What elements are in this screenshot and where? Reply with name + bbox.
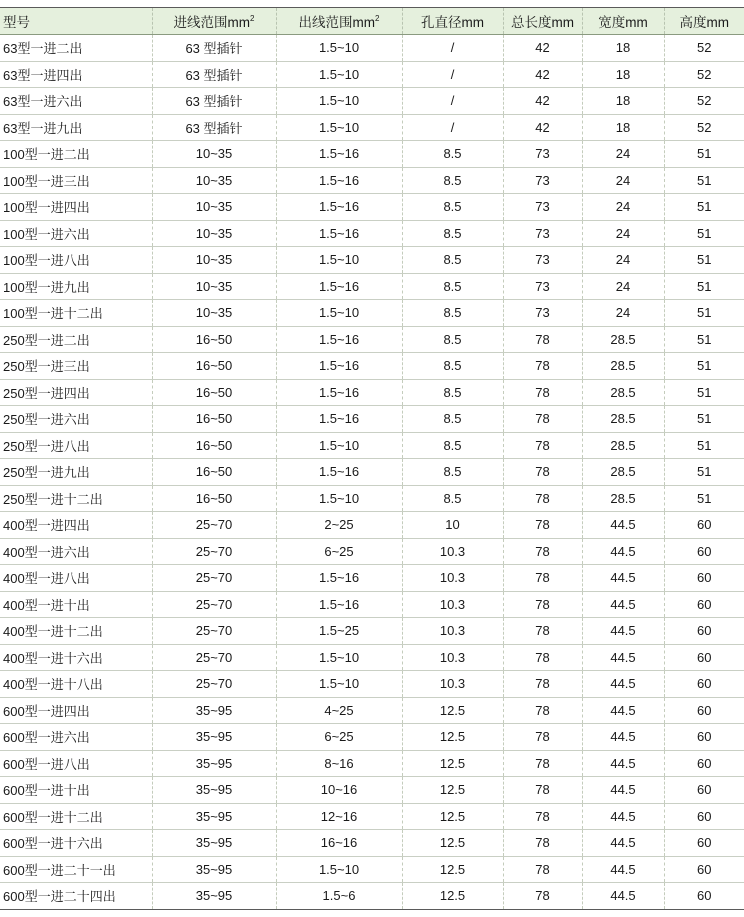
- cell-height: 60: [664, 856, 744, 883]
- cell-total-length: 73: [503, 273, 582, 300]
- cell-output-range: 1.5~10: [276, 644, 402, 671]
- cell-hole-diameter: 8.5: [402, 167, 503, 194]
- cell-total-length: 78: [503, 459, 582, 486]
- cell-model: 100型一进六出: [0, 220, 152, 247]
- cell-input-range: 63 型插针: [152, 88, 276, 115]
- cell-output-range: 6~25: [276, 724, 402, 751]
- cell-output-range: 1.5~10: [276, 35, 402, 62]
- table-row: [0, 432, 744, 459]
- table-row: [0, 300, 744, 327]
- table-row: [0, 697, 744, 724]
- cell-input-range: 10~35: [152, 141, 276, 168]
- cell-height: 51: [664, 326, 744, 353]
- header-label: 高度mm: [679, 15, 729, 30]
- cell-width: 44.5: [582, 883, 664, 910]
- cell-height: 60: [664, 750, 744, 777]
- table-row: [0, 326, 744, 353]
- cell-height: 52: [664, 61, 744, 88]
- cell-input-range: 25~70: [152, 512, 276, 539]
- cell-input-range: 35~95: [152, 830, 276, 857]
- table-row: [0, 247, 744, 274]
- header-hole-diameter: [402, 8, 503, 35]
- cell-hole-diameter: 10.3: [402, 644, 503, 671]
- cell-total-length: 78: [503, 724, 582, 751]
- cell-model: 400型一进十六出: [0, 644, 152, 671]
- cell-hole-diameter: 12.5: [402, 803, 503, 830]
- cell-hole-diameter: 10.3: [402, 538, 503, 565]
- cell-output-range: 1.5~16: [276, 591, 402, 618]
- cell-output-range: 1.5~16: [276, 273, 402, 300]
- cell-height: 60: [664, 644, 744, 671]
- cell-hole-diameter: 12.5: [402, 697, 503, 724]
- cell-model: 400型一进六出: [0, 538, 152, 565]
- cell-total-length: 42: [503, 35, 582, 62]
- table-row: [0, 353, 744, 380]
- table-row: [0, 856, 744, 883]
- cell-height: 51: [664, 353, 744, 380]
- cell-hole-diameter: 12.5: [402, 830, 503, 857]
- cell-hole-diameter: 8.5: [402, 273, 503, 300]
- cell-total-length: 78: [503, 565, 582, 592]
- cell-hole-diameter: 10.3: [402, 671, 503, 698]
- cell-total-length: 78: [503, 883, 582, 910]
- cell-total-length: 73: [503, 167, 582, 194]
- cell-width: 44.5: [582, 591, 664, 618]
- cell-output-range: 10~16: [276, 777, 402, 804]
- cell-height: 51: [664, 194, 744, 221]
- cell-input-range: 10~35: [152, 247, 276, 274]
- header-label: 宽度mm: [598, 15, 648, 30]
- cell-output-range: 1.5~10: [276, 671, 402, 698]
- cell-width: 24: [582, 247, 664, 274]
- cell-input-range: 63 型插针: [152, 114, 276, 141]
- cell-input-range: 63 型插针: [152, 35, 276, 62]
- cell-hole-diameter: 8.5: [402, 406, 503, 433]
- cell-model: 250型一进二出: [0, 326, 152, 353]
- cell-input-range: 25~70: [152, 671, 276, 698]
- cell-output-range: 1.5~16: [276, 565, 402, 592]
- cell-width: 44.5: [582, 538, 664, 565]
- cell-hole-diameter: 10.3: [402, 591, 503, 618]
- table-row: [0, 114, 744, 141]
- cell-total-length: 73: [503, 194, 582, 221]
- table-row: [0, 777, 744, 804]
- cell-model: 63型一进六出: [0, 88, 152, 115]
- cell-height: 60: [664, 538, 744, 565]
- cell-output-range: 4~25: [276, 697, 402, 724]
- cell-model: 100型一进二出: [0, 141, 152, 168]
- cell-model: 250型一进三出: [0, 353, 152, 380]
- cell-model: 600型一进六出: [0, 724, 152, 751]
- cell-total-length: 78: [503, 512, 582, 539]
- cell-width: 24: [582, 220, 664, 247]
- cell-input-range: 35~95: [152, 750, 276, 777]
- cell-total-length: 78: [503, 485, 582, 512]
- cell-height: 52: [664, 88, 744, 115]
- cell-height: 52: [664, 114, 744, 141]
- cell-hole-diameter: 10.3: [402, 618, 503, 645]
- cell-output-range: 1.5~16: [276, 459, 402, 486]
- cell-width: 28.5: [582, 326, 664, 353]
- cell-input-range: 25~70: [152, 591, 276, 618]
- cell-width: 24: [582, 273, 664, 300]
- cell-output-range: 1.5~25: [276, 618, 402, 645]
- cell-input-range: 16~50: [152, 353, 276, 380]
- cell-width: 44.5: [582, 750, 664, 777]
- cell-hole-diameter: 8.5: [402, 459, 503, 486]
- cell-total-length: 78: [503, 618, 582, 645]
- cell-height: 51: [664, 141, 744, 168]
- cell-output-range: 16~16: [276, 830, 402, 857]
- cell-hole-diameter: 8.5: [402, 353, 503, 380]
- spec-table-header: [0, 8, 744, 35]
- cell-width: 44.5: [582, 671, 664, 698]
- cell-hole-diameter: 8.5: [402, 141, 503, 168]
- cell-model: 600型一进二十四出: [0, 883, 152, 910]
- cell-height: 60: [664, 883, 744, 910]
- cell-input-range: 16~50: [152, 485, 276, 512]
- cell-input-range: 16~50: [152, 326, 276, 353]
- cell-hole-diameter: 8.5: [402, 194, 503, 221]
- cell-output-range: 1.5~10: [276, 485, 402, 512]
- table-row: [0, 883, 744, 910]
- cell-output-range: 12~16: [276, 803, 402, 830]
- cell-input-range: 16~50: [152, 406, 276, 433]
- cell-total-length: 73: [503, 141, 582, 168]
- cell-hole-diameter: /: [402, 114, 503, 141]
- cell-height: 60: [664, 697, 744, 724]
- header-superscript: 2: [375, 14, 380, 23]
- cell-output-range: 1.5~16: [276, 141, 402, 168]
- cell-total-length: 78: [503, 856, 582, 883]
- cell-model: 100型一进四出: [0, 194, 152, 221]
- table-row: [0, 273, 744, 300]
- cell-model: 600型一进十六出: [0, 830, 152, 857]
- table-row: [0, 406, 744, 433]
- cell-input-range: 10~35: [152, 273, 276, 300]
- spec-table: [0, 7, 744, 910]
- cell-model: 600型一进八出: [0, 750, 152, 777]
- cell-height: 60: [664, 777, 744, 804]
- table-row: [0, 485, 744, 512]
- cell-height: 51: [664, 485, 744, 512]
- cell-hole-diameter: 12.5: [402, 724, 503, 751]
- cell-output-range: 1.5~10: [276, 247, 402, 274]
- table-row: [0, 724, 744, 751]
- cell-hole-diameter: 8.5: [402, 247, 503, 274]
- cell-hole-diameter: 8.5: [402, 379, 503, 406]
- header-height: [664, 8, 744, 35]
- cell-output-range: 6~25: [276, 538, 402, 565]
- cell-model: 63型一进四出: [0, 61, 152, 88]
- cell-width: 24: [582, 194, 664, 221]
- cell-total-length: 73: [503, 220, 582, 247]
- cell-model: 100型一进三出: [0, 167, 152, 194]
- table-row: [0, 538, 744, 565]
- cell-height: 60: [664, 565, 744, 592]
- cell-height: 60: [664, 830, 744, 857]
- cell-total-length: 78: [503, 671, 582, 698]
- cell-total-length: 78: [503, 538, 582, 565]
- cell-height: 51: [664, 406, 744, 433]
- cell-output-range: 1.5~16: [276, 194, 402, 221]
- cell-height: 60: [664, 803, 744, 830]
- table-row: [0, 194, 744, 221]
- cell-model: 600型一进十出: [0, 777, 152, 804]
- cell-total-length: 78: [503, 406, 582, 433]
- cell-width: 24: [582, 167, 664, 194]
- cell-input-range: 16~50: [152, 459, 276, 486]
- cell-width: 18: [582, 61, 664, 88]
- cell-model: 250型一进十二出: [0, 485, 152, 512]
- cell-total-length: 73: [503, 247, 582, 274]
- cell-input-range: 25~70: [152, 538, 276, 565]
- cell-hole-diameter: 8.5: [402, 300, 503, 327]
- header-label: 出线范围mm: [298, 15, 376, 30]
- cell-output-range: 1.5~10: [276, 61, 402, 88]
- cell-width: 28.5: [582, 406, 664, 433]
- cell-height: 60: [664, 618, 744, 645]
- cell-width: 44.5: [582, 618, 664, 645]
- cell-total-length: 78: [503, 803, 582, 830]
- table-row: [0, 61, 744, 88]
- table-row: [0, 803, 744, 830]
- cell-height: 51: [664, 273, 744, 300]
- cell-output-range: 1.5~16: [276, 353, 402, 380]
- cell-model: 63型一进九出: [0, 114, 152, 141]
- header-label: 孔直径mm: [421, 15, 484, 30]
- cell-width: 28.5: [582, 353, 664, 380]
- cell-total-length: 78: [503, 353, 582, 380]
- cell-input-range: 35~95: [152, 697, 276, 724]
- cell-model: 250型一进九出: [0, 459, 152, 486]
- cell-height: 51: [664, 247, 744, 274]
- cell-width: 44.5: [582, 697, 664, 724]
- cell-width: 24: [582, 141, 664, 168]
- cell-input-range: 10~35: [152, 300, 276, 327]
- cell-hole-diameter: /: [402, 35, 503, 62]
- cell-total-length: 78: [503, 830, 582, 857]
- table-row: [0, 671, 744, 698]
- spec-table-body: [0, 35, 744, 910]
- table-row: [0, 591, 744, 618]
- cell-width: 28.5: [582, 485, 664, 512]
- cell-width: 44.5: [582, 830, 664, 857]
- cell-hole-diameter: /: [402, 61, 503, 88]
- cell-model: 400型一进十二出: [0, 618, 152, 645]
- cell-width: 18: [582, 35, 664, 62]
- cell-output-range: 1.5~10: [276, 856, 402, 883]
- cell-height: 60: [664, 512, 744, 539]
- cell-hole-diameter: 8.5: [402, 432, 503, 459]
- cell-width: 44.5: [582, 565, 664, 592]
- cell-output-range: 1.5~10: [276, 300, 402, 327]
- header-input-range: [152, 8, 276, 35]
- cell-input-range: 35~95: [152, 724, 276, 751]
- cell-model: 400型一进四出: [0, 512, 152, 539]
- table-row: [0, 88, 744, 115]
- cell-total-length: 42: [503, 114, 582, 141]
- header-width: [582, 8, 664, 35]
- cell-width: 28.5: [582, 432, 664, 459]
- cell-total-length: 78: [503, 777, 582, 804]
- table-row: [0, 141, 744, 168]
- cell-input-range: 10~35: [152, 167, 276, 194]
- cell-total-length: 78: [503, 644, 582, 671]
- cell-output-range: 1.5~16: [276, 379, 402, 406]
- cell-output-range: 1.5~16: [276, 220, 402, 247]
- cell-output-range: 1.5~16: [276, 326, 402, 353]
- cell-height: 51: [664, 379, 744, 406]
- cell-model: 100型一进十二出: [0, 300, 152, 327]
- cell-width: 44.5: [582, 777, 664, 804]
- cell-height: 52: [664, 35, 744, 62]
- cell-model: 250型一进六出: [0, 406, 152, 433]
- cell-total-length: 78: [503, 379, 582, 406]
- cell-model: 400型一进十出: [0, 591, 152, 618]
- cell-model: 100型一进八出: [0, 247, 152, 274]
- cell-width: 28.5: [582, 459, 664, 486]
- cell-input-range: 16~50: [152, 379, 276, 406]
- cell-output-range: 1.5~6: [276, 883, 402, 910]
- cell-width: 18: [582, 88, 664, 115]
- header-model: [0, 8, 152, 35]
- cell-width: 44.5: [582, 724, 664, 751]
- table-row: [0, 379, 744, 406]
- cell-width: 24: [582, 300, 664, 327]
- cell-input-range: 63 型插针: [152, 61, 276, 88]
- cell-total-length: 78: [503, 432, 582, 459]
- cell-height: 60: [664, 671, 744, 698]
- cell-height: 51: [664, 459, 744, 486]
- cell-input-range: 35~95: [152, 883, 276, 910]
- table-row: [0, 644, 744, 671]
- cell-width: 44.5: [582, 644, 664, 671]
- cell-hole-diameter: 8.5: [402, 220, 503, 247]
- cell-total-length: 42: [503, 61, 582, 88]
- cell-input-range: 35~95: [152, 777, 276, 804]
- cell-model: 600型一进十二出: [0, 803, 152, 830]
- table-row: [0, 459, 744, 486]
- table-row: [0, 618, 744, 645]
- cell-input-range: 10~35: [152, 194, 276, 221]
- table-row: [0, 220, 744, 247]
- table-row: [0, 830, 744, 857]
- cell-output-range: 1.5~16: [276, 406, 402, 433]
- cell-total-length: 73: [503, 300, 582, 327]
- cell-model: 400型一进八出: [0, 565, 152, 592]
- cell-total-length: 78: [503, 591, 582, 618]
- cell-hole-diameter: 12.5: [402, 856, 503, 883]
- header-label: 总长度mm: [511, 15, 574, 30]
- cell-hole-diameter: 10.3: [402, 565, 503, 592]
- cell-hole-diameter: 8.5: [402, 326, 503, 353]
- cell-output-range: 8~16: [276, 750, 402, 777]
- cell-input-range: 25~70: [152, 565, 276, 592]
- cell-model: 600型一进二十一出: [0, 856, 152, 883]
- cell-output-range: 1.5~10: [276, 88, 402, 115]
- cell-model: 250型一进八出: [0, 432, 152, 459]
- cell-height: 51: [664, 167, 744, 194]
- cell-model: 400型一进十八出: [0, 671, 152, 698]
- cell-height: 51: [664, 300, 744, 327]
- cell-total-length: 78: [503, 326, 582, 353]
- header-row: [0, 8, 744, 35]
- cell-input-range: 25~70: [152, 644, 276, 671]
- cell-hole-diameter: 10: [402, 512, 503, 539]
- cell-output-range: 1.5~10: [276, 432, 402, 459]
- cell-output-range: 2~25: [276, 512, 402, 539]
- table-row: [0, 565, 744, 592]
- cell-width: 18: [582, 114, 664, 141]
- cell-width: 28.5: [582, 379, 664, 406]
- table-row: [0, 35, 744, 62]
- header-label: 型号: [3, 15, 30, 30]
- table-row: [0, 750, 744, 777]
- cell-model: 63型一进二出: [0, 35, 152, 62]
- cell-input-range: 25~70: [152, 618, 276, 645]
- cell-input-range: 35~95: [152, 803, 276, 830]
- cell-height: 51: [664, 432, 744, 459]
- cell-width: 44.5: [582, 856, 664, 883]
- cell-hole-diameter: 12.5: [402, 750, 503, 777]
- cell-width: 44.5: [582, 803, 664, 830]
- cell-output-range: 1.5~10: [276, 114, 402, 141]
- cell-hole-diameter: 8.5: [402, 485, 503, 512]
- cell-output-range: 1.5~16: [276, 167, 402, 194]
- cell-input-range: 35~95: [152, 856, 276, 883]
- cell-hole-diameter: 12.5: [402, 883, 503, 910]
- cell-height: 51: [664, 220, 744, 247]
- header-superscript: 2: [250, 14, 255, 23]
- cell-height: 60: [664, 591, 744, 618]
- cell-width: 44.5: [582, 512, 664, 539]
- cell-total-length: 78: [503, 697, 582, 724]
- cell-total-length: 78: [503, 750, 582, 777]
- table-row: [0, 512, 744, 539]
- cell-input-range: 16~50: [152, 432, 276, 459]
- cell-model: 600型一进四出: [0, 697, 152, 724]
- header-output-range: [276, 8, 402, 35]
- cell-model: 250型一进四出: [0, 379, 152, 406]
- cell-hole-diameter: 12.5: [402, 777, 503, 804]
- cell-height: 60: [664, 724, 744, 751]
- cell-input-range: 10~35: [152, 220, 276, 247]
- cell-model: 100型一进九出: [0, 273, 152, 300]
- table-row: [0, 167, 744, 194]
- cell-hole-diameter: /: [402, 88, 503, 115]
- header-label: 进线范围mm: [173, 15, 251, 30]
- cell-total-length: 42: [503, 88, 582, 115]
- header-total-length: [503, 8, 582, 35]
